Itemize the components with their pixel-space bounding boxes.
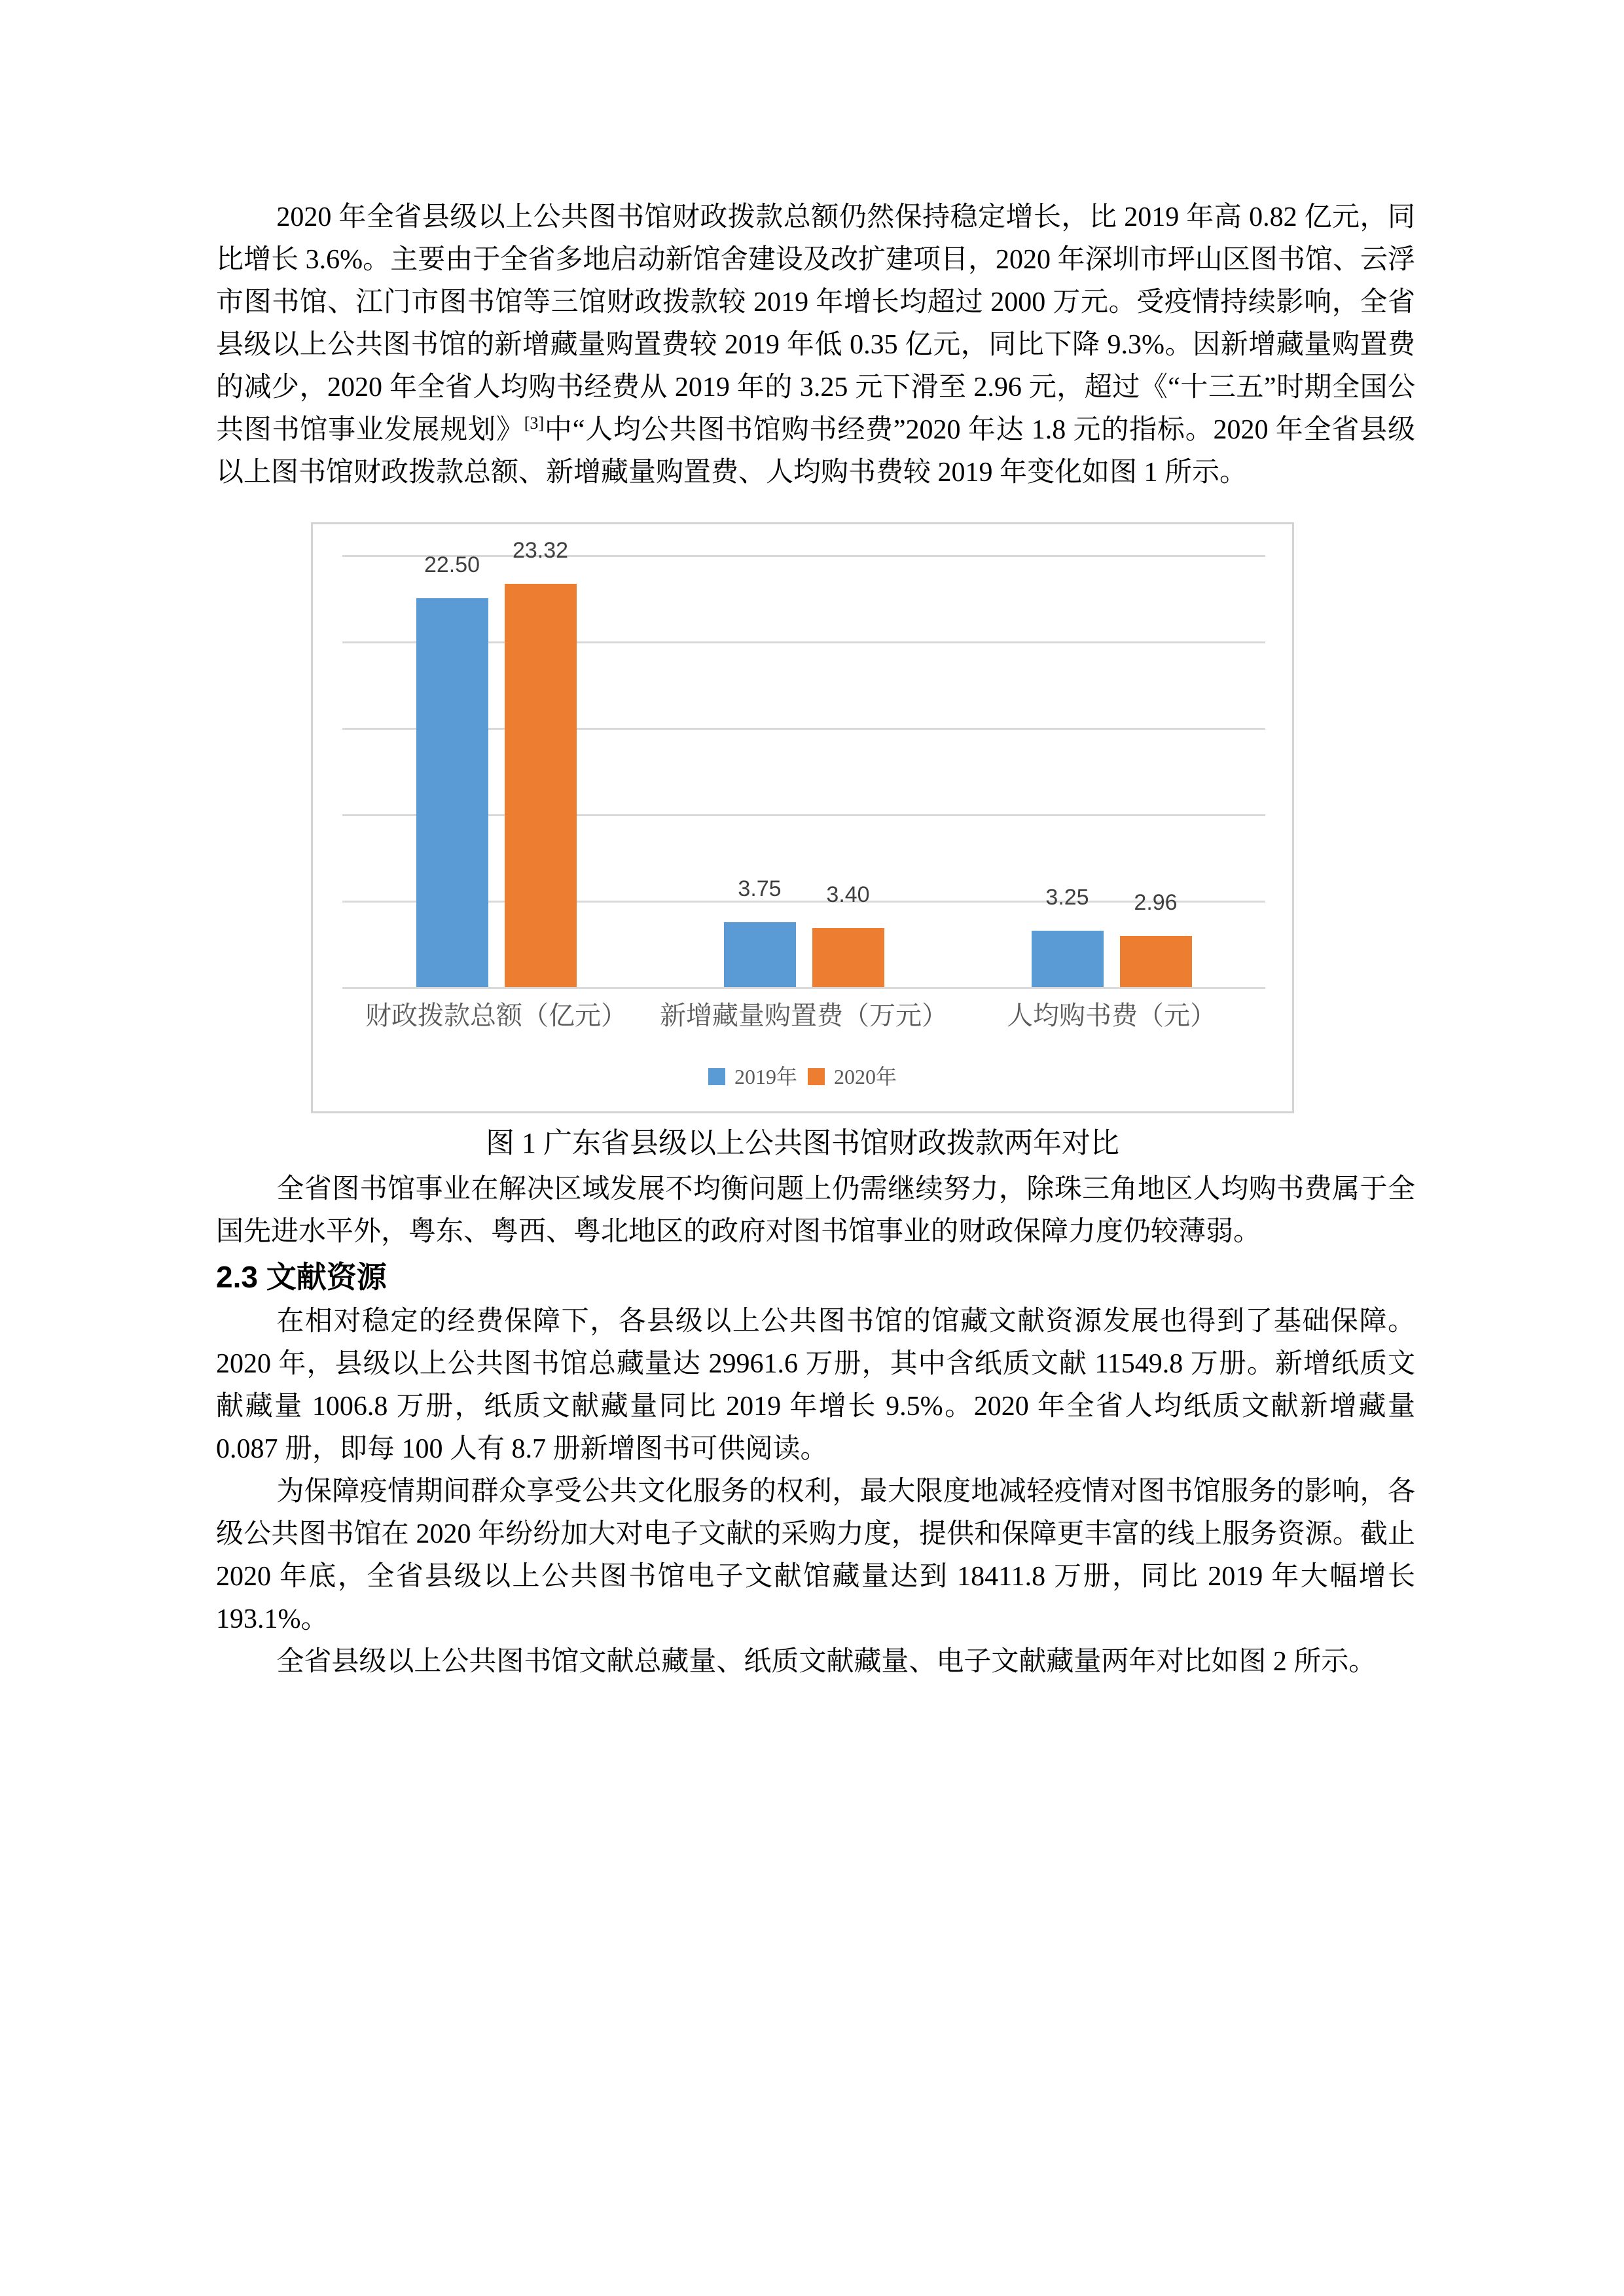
bar-value-label: 23.32: [512, 538, 569, 563]
citation-superscript: [3]: [524, 414, 545, 433]
legend-item: [708, 1065, 797, 1088]
bar-value-label: 3.25: [1045, 885, 1089, 910]
gridline: [342, 987, 1265, 989]
bar-chart-funding-comparison: [311, 522, 1294, 1113]
paragraph-text: 中“人均公共图书馆购书经费”2020 年达 1.8 元的指标。2020 年全省县级以上图书馆财政拨款总额、新增藏量购置费、人均购书费较 2019 年变化如图 1 所示。: [216, 415, 1415, 488]
bar-column: [812, 883, 884, 987]
paragraph-document-resources: 在相对稳定的经费保障下，各县级以上公共图书馆的馆藏文献资源发展也得到了基础保障。2020 年，县级以上公共图书馆总藏量达 29961.6 万册，其中含纸质文献 11549.8 万册。新增纸质文献藏量 1006.8 万册，纸质文献藏量同比 2019 年增长 9.5%。2020 年全省人均纸质文献新增藏量 0.087 册，即每 100 人有 8.7 册新增图书可供阅读。: [216, 1306, 1415, 1464]
legend-label: 2020年: [834, 1065, 897, 1088]
bar-group: [1032, 524, 1192, 987]
bar-value-label: 2.96: [1134, 890, 1178, 915]
chart-caption: 图 1 广东省县级以上公共图书馆财政拨款两年对比: [486, 1127, 1119, 1159]
figure-1: [311, 522, 1294, 1163]
bar-2020年: [505, 584, 577, 987]
paragraph-funding-overview: [216, 196, 1415, 494]
bar-2019年: [1032, 931, 1104, 987]
chart-legend: [313, 1065, 1292, 1088]
legend-swatch: [708, 1068, 725, 1085]
category-label: 人均购书费（元）: [1007, 1001, 1216, 1030]
legend-label: 2019年: [734, 1065, 797, 1088]
legend-item: [808, 1065, 897, 1088]
category-label: 新增藏量购置费（万元）: [660, 1001, 948, 1030]
paragraph-figure2-reference: 全省县级以上公共图书馆文献总藏量、纸质文献藏量、电子文献藏量两年对比如图 2 所示。: [276, 1647, 1377, 1677]
bar-2019年: [416, 598, 488, 987]
section-heading-2-3: 2.3 文献资源: [216, 1260, 387, 1294]
bar-2019年: [724, 922, 796, 987]
bar-column: [505, 539, 577, 987]
bar-group: [416, 524, 577, 987]
bar-2020年: [1120, 936, 1192, 987]
paragraph-epidemic-eresources: 为保障疫情期间群众享受公共文化服务的权利，最大限度地减轻疫情对图书馆服务的影响，各级公共图书馆在 2020 年纷纷加大对电子文献的采购力度，提供和保障更丰富的线上服务资源。截止 2020 年底，全省县级以上公共图书馆电子文献馆藏量达到 18411.8 万册，同比 2019 年大幅增长 193.1%。: [216, 1477, 1415, 1634]
paragraph-regional-gap: 全省图书馆事业在解决区域发展不均衡问题上仍需继续努力，除珠三角地区人均购书费属于全国先进水平外，粤东、粤西、粤北地区的政府对图书馆事业的财政保障力度仍较薄弱。: [216, 1174, 1415, 1247]
bar-2020年: [812, 928, 884, 987]
category-label: 财政拨款总额（亿元）: [365, 1001, 627, 1030]
page-content: [216, 196, 1415, 1683]
bar-group: [724, 524, 884, 987]
bar-column: [724, 877, 796, 987]
bar-value-label: 22.50: [424, 552, 480, 577]
legend-swatch: [808, 1068, 825, 1085]
bar-column: [1120, 891, 1192, 987]
bar-value-label: 3.75: [738, 876, 782, 901]
bar-value-label: 3.40: [826, 882, 870, 907]
bar-column: [416, 553, 488, 987]
paragraph-text: 2020 年全省县级以上公共图书馆财政拨款总额仍然保持稳定增长，比 2019 年高 0.82 亿元，同比增长 3.6%。主要由于全省多地启动新馆舍建设及改扩建项目，2020 年深圳市坪山区图书馆、云浮市图书馆、江门市图书馆等三馆财政拨款较 2019 年增长均超过 2000 万元。受疫情持续影响，全省县级以上公共图书馆的新增藏量购置费较 2019 年低 0.35 亿元，同比下降 9.3%。因新增藏量购置费的减少，2020 年全省人均购书经费从 2019 年的 3.25 元下滑至 2.96 元，超过《“十三五”时期全国公共图书馆事业发展规划》: [216, 202, 1415, 445]
bar-column: [1032, 886, 1104, 987]
